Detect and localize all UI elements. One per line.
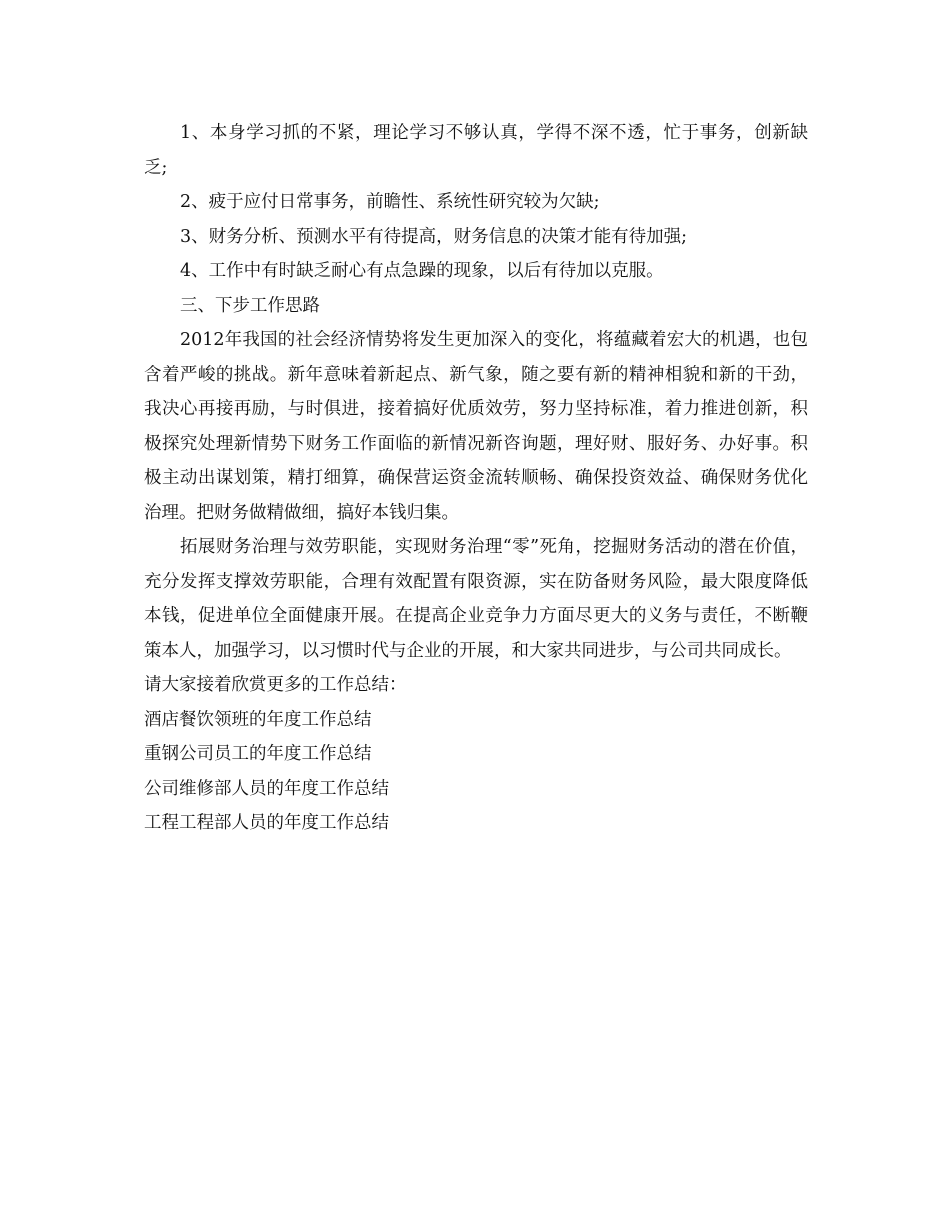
related-link-2[interactable]: 重钢公司员工的年度工作总结 (144, 744, 372, 764)
related-intro: 请大家接着欣赏更多的工作总结： (144, 675, 407, 695)
problem-item-2: 2、疲于应付日常事务，前瞻性、系统性研究较为欠缺; (180, 192, 600, 212)
related-link-4[interactable]: 工程工程部人员的年度工作总结 (144, 813, 389, 833)
problem-item-1: 1、本身学习抓的不紧，理论学习不够认真，学得不深不透，忙于事务，创新缺乏; (144, 123, 808, 178)
plan-paragraph-2: 拓展财务治理与效劳职能，实现财务治理“零”死角，挖掘财务活动的潜在价值，充分发挥支撑效劳职能，合理有效配置有限资源，实在防备财务风险，最大限度降低本钱，促进单位全面健康开展。在提高企业竞争力方面尽更大的义务与责任，不断鞭策本人，加强学习，以习惯时代与企业的开展，和大家共同进步，与公司共同成长。 (144, 537, 808, 661)
related-link-3[interactable]: 公司维修部人员的年度工作总结 (144, 778, 389, 799)
problem-item-4: 4、工作中有时缺乏耐心有点急躁的现象，以后有待加以克服。 (180, 261, 664, 281)
problem-item-3: 3、财务分析、预测水平有待提高，财务信息的决策才能有待加强; (180, 226, 688, 247)
plan-paragraph-1: 2012年我国的社会经济情势将发生更加深入的变化，将蕴藏着宏大的机遇，也包含着严峻的挑战。新年意味着新起点、新气象，随之要有新的精神相貌和新的干劲，我决心再接再励，与时俱进，接着搞好优质效劳，努力坚持标准，着力推进创新，积极探究处理新情势下财务工作面临的新情况新咨询题，理好财、服好务、办好事。积极主动出谋划策，精打细算，确保营运资金流转顺畅、确保投资效益、确保财务优化治理。把财务做精做细，搞好本钱归集。 (144, 330, 808, 523)
document-body (144, 116, 808, 841)
section-heading: 三、下步工作思路 (180, 295, 320, 316)
related-link-1[interactable]: 酒店餐饮领班的年度工作总结 (144, 709, 372, 730)
